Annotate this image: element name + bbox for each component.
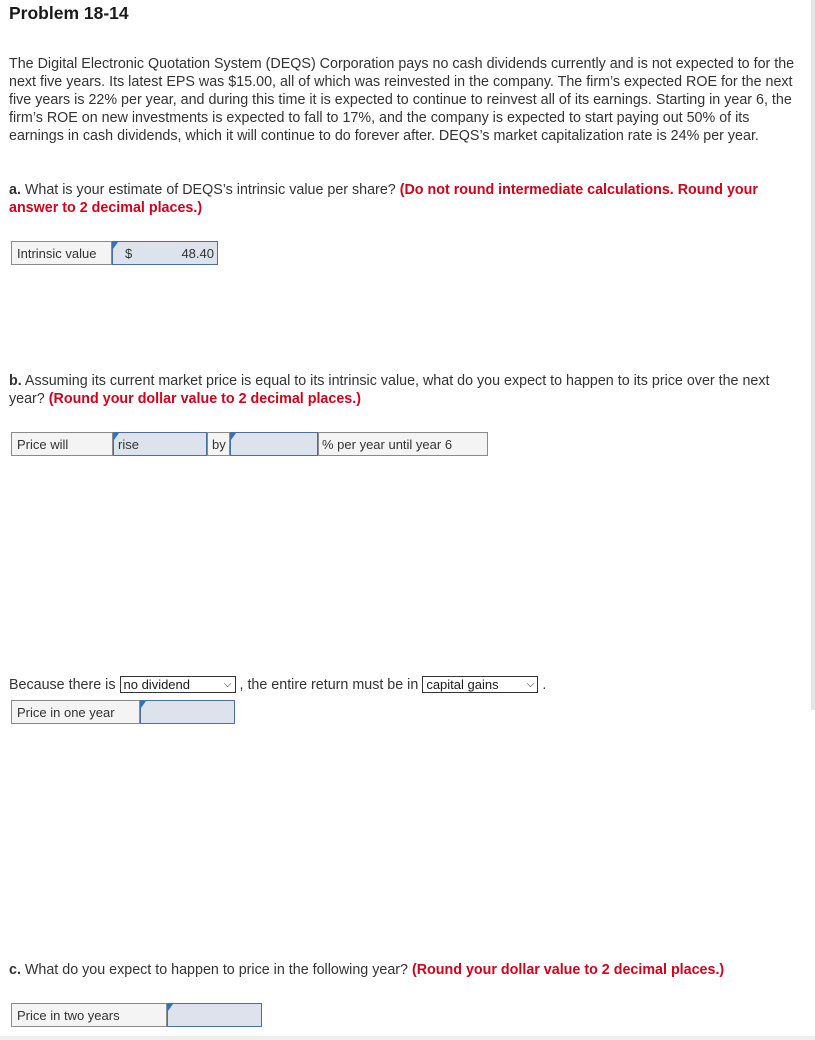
price-direction-input[interactable] [113, 432, 207, 456]
part-c-prefix: c. [9, 962, 21, 978]
page-title: Problem 18-14 [9, 3, 129, 23]
intrinsic-value-row [11, 241, 218, 265]
return-type-select[interactable] [422, 676, 538, 693]
price-one-year-row [11, 700, 235, 724]
part-b-instruction: (Round your dollar value to 2 decimal places.) [48, 391, 361, 407]
dividend-select[interactable] [120, 676, 236, 693]
part-a-prefix: a. [9, 182, 21, 198]
intrinsic-value-input[interactable] [112, 241, 218, 265]
part-a-question [9, 181, 807, 217]
price-will-row [11, 432, 488, 456]
part-a-question-text: What is your estimate of DEQS’s intrinsic value per share? [20, 182, 400, 198]
price-one-year-label: Price in one year [11, 700, 140, 724]
chevron-down-icon: ⌵ [223, 679, 232, 690]
currency-symbol: $ [125, 245, 133, 261]
bottom-divider [0, 1036, 815, 1040]
growth-percent-input[interactable] [230, 432, 318, 456]
answer-flag-icon [114, 433, 119, 440]
because-end: . [542, 676, 547, 693]
because-prefix: Because there is [9, 676, 116, 693]
problem-statement: The Digital Electronic Quotation System (DEQS) Corporation pays no cash dividends currently and is not expected to for the next five years. Its latest EPS was $15.00, all of which was reinvested in the company. The firm’s expected ROE for the next five years is 22% per year, and during this time it is expected to continue to reinvest all of its earnings. Starting in year 6, the firm’s ROE on new investments is expected to fall to 17%, and the company is expected to start paying out 50% of its earnings in cash dividends, which it will continue to do forever after. DEQS’s market capitalization rate is 24% per year. [9, 56, 795, 144]
intrinsic-value-label: Intrinsic value [11, 241, 112, 265]
answer-flag-icon [141, 701, 146, 708]
price-two-years-input[interactable] [167, 1003, 262, 1027]
because-middle: , the entire return must be in [239, 676, 419, 693]
percent-per-year-label: % per year until year 6 [318, 432, 488, 456]
price-will-label: Price will [11, 432, 113, 456]
price-one-year-input[interactable] [140, 700, 235, 724]
part-c-question-text: What do you expect to happen to price in the following year? [20, 962, 412, 978]
answer-flag-icon [231, 433, 236, 440]
price-two-years-row [11, 1003, 262, 1027]
part-c-instruction: (Round your dollar value to 2 decimal places.) [411, 962, 725, 978]
part-c-question [9, 961, 807, 979]
price-direction-value: rise [118, 436, 139, 452]
price-two-years-label: Price in two years [11, 1003, 167, 1027]
part-b-prefix: b. [9, 373, 22, 389]
chevron-down-icon: ⌵ [526, 679, 535, 690]
by-label: by [207, 432, 230, 456]
return-type-select-value: capital gains [426, 677, 499, 692]
part-b-question [9, 372, 807, 408]
answer-flag-icon [113, 242, 118, 249]
dividend-select-value: no dividend [123, 677, 190, 692]
part-b-question-text: Assuming its current market price is equal to its intrinsic value, what do you expect to happen to its price over the next year? [9, 373, 770, 407]
because-sentence [9, 676, 546, 693]
intrinsic-value-text: 48.40 [181, 245, 214, 261]
scrollbar[interactable] [811, 0, 815, 710]
part-a-instruction: (Do not round intermediate calculations. Round your answer to 2 decimal places.) [9, 182, 758, 216]
answer-flag-icon [168, 1004, 173, 1011]
